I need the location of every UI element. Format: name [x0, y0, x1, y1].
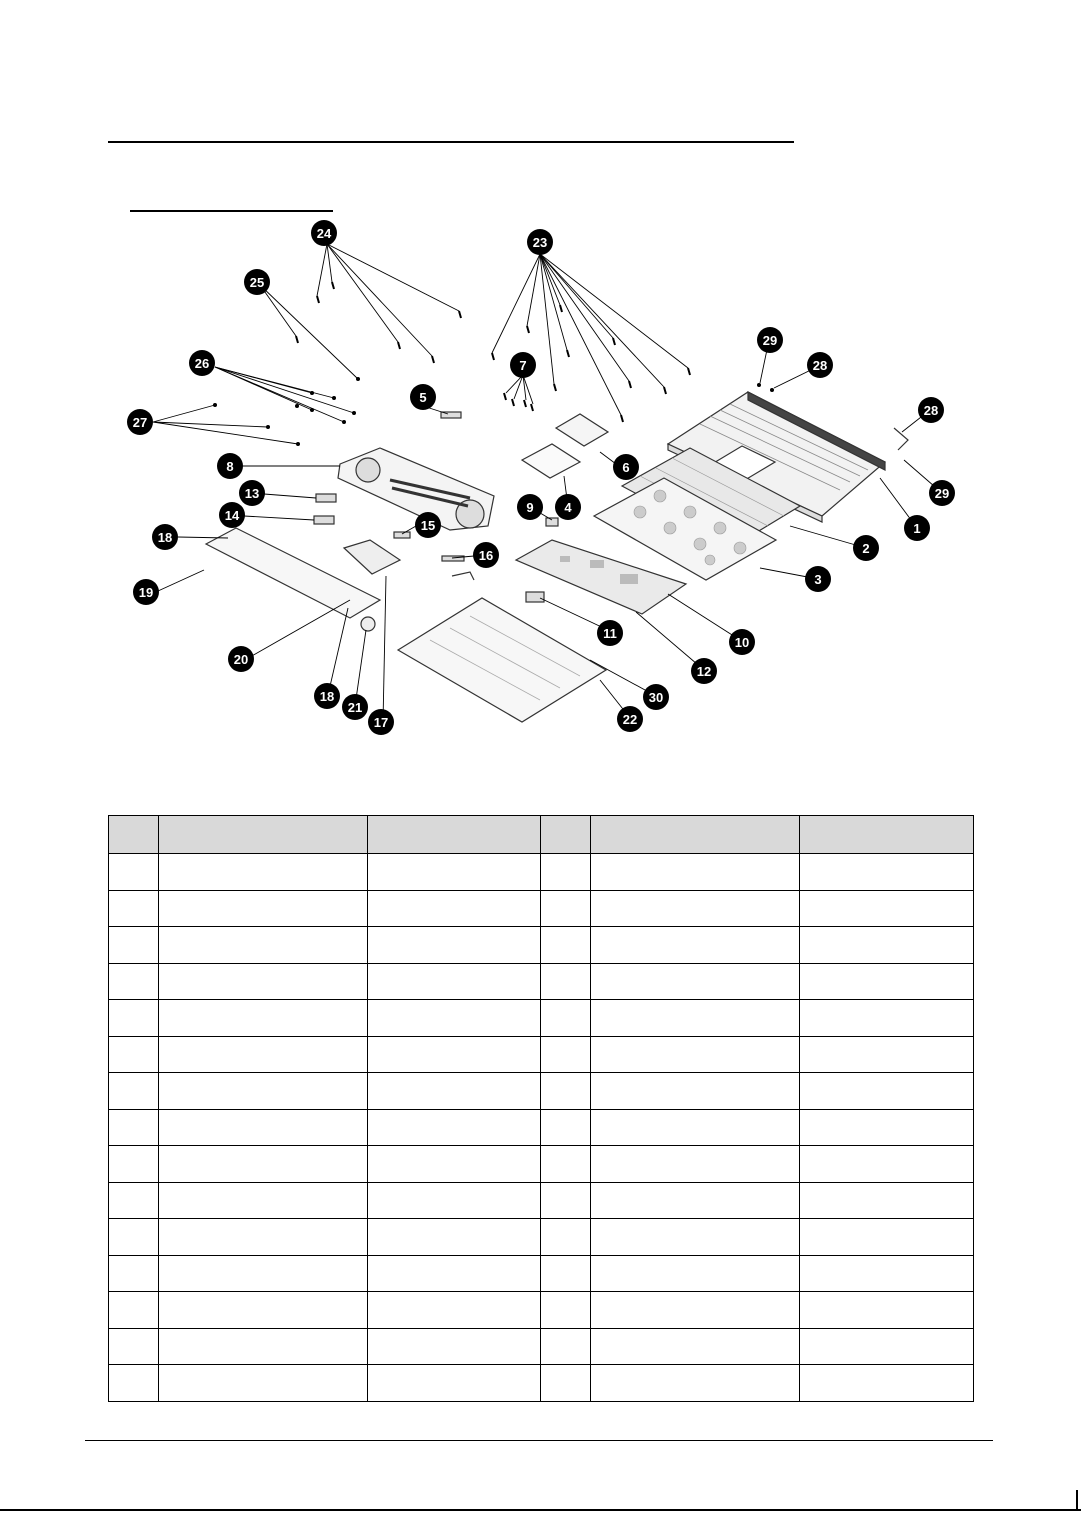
table-cell: [541, 1365, 591, 1402]
table-cell: [159, 890, 368, 927]
table-cell: [109, 1365, 159, 1402]
table-cell: [368, 1109, 541, 1146]
table-row: [109, 1182, 974, 1219]
callout-9: [517, 494, 543, 520]
table-cell: [368, 927, 541, 964]
table-cell: [800, 1365, 974, 1402]
table-cell: [109, 1109, 159, 1146]
table-row: [109, 1146, 974, 1183]
svg-text:24: 24: [316, 226, 332, 241]
table-cell: [109, 854, 159, 891]
table-cell: [800, 1219, 974, 1256]
table-cell: [109, 1182, 159, 1219]
table-cell: [800, 1328, 974, 1365]
table-cell: [109, 1000, 159, 1037]
svg-text:17: 17: [373, 715, 389, 730]
table-cell: [541, 1292, 591, 1329]
table-cell: [591, 854, 800, 891]
table-cell: [541, 1219, 591, 1256]
table-cell: [109, 1292, 159, 1329]
svg-text:26: 26: [194, 356, 210, 371]
table-cell: [591, 1219, 800, 1256]
table-cell: [800, 1182, 974, 1219]
table-cell: [109, 963, 159, 1000]
table-row: [109, 1328, 974, 1365]
page-edge: [1076, 1490, 1078, 1511]
table-row: [109, 1109, 974, 1146]
callout-5: [410, 384, 436, 410]
table-cell: [591, 963, 800, 1000]
table-cell: [541, 1328, 591, 1365]
table-cell: [109, 1036, 159, 1073]
callout-8: [217, 453, 243, 479]
callout-14: [219, 502, 245, 528]
callout-4: [555, 494, 581, 520]
table-row: [109, 1000, 974, 1037]
svg-text:11: 11: [603, 626, 617, 641]
table-row: [109, 1292, 974, 1329]
table-cell: [591, 1036, 800, 1073]
svg-text:25: 25: [249, 275, 265, 290]
callout-29: [929, 480, 955, 506]
callout-17: [368, 709, 394, 735]
table-row: [109, 1255, 974, 1292]
callout-30: [643, 684, 669, 710]
svg-text:15: 15: [420, 518, 436, 533]
svg-text:3: 3: [814, 572, 822, 587]
svg-text:18: 18: [157, 530, 173, 545]
table-cell: [368, 1365, 541, 1402]
table-header-cell: [159, 816, 368, 854]
callout-26: [189, 350, 215, 376]
table-cell: [368, 854, 541, 891]
table-cell: [541, 1255, 591, 1292]
table-header-cell: [591, 816, 800, 854]
svg-text:2: 2: [862, 541, 870, 556]
svg-text:7: 7: [519, 358, 527, 373]
table-cell: [159, 1073, 368, 1110]
table-cell: [159, 1365, 368, 1402]
svg-text:12: 12: [696, 664, 712, 679]
table-header-cell: [109, 816, 159, 854]
callout-7: [510, 352, 536, 378]
svg-text:1: 1: [913, 521, 921, 536]
callout-28: [918, 397, 944, 423]
callout-18: [152, 524, 178, 550]
table-cell: [541, 963, 591, 1000]
svg-text:16: 16: [478, 548, 494, 563]
callout-22: [617, 706, 643, 732]
table-cell: [109, 927, 159, 964]
table-cell: [368, 1146, 541, 1183]
table-cell: [368, 1219, 541, 1256]
table-cell: [800, 1146, 974, 1183]
callout-27: [127, 409, 153, 435]
table-cell: [159, 1182, 368, 1219]
table-cell: [159, 854, 368, 891]
table-cell: [541, 927, 591, 964]
svg-text:29: 29: [762, 333, 778, 348]
table-cell: [541, 1073, 591, 1110]
parts-illustration: [206, 392, 908, 722]
callout-20: [228, 646, 254, 672]
svg-text:28: 28: [923, 403, 939, 418]
svg-text:21: 21: [347, 700, 363, 715]
table-cell: [800, 1292, 974, 1329]
callout-12: [691, 658, 717, 684]
table-cell: [591, 1255, 800, 1292]
svg-text:30: 30: [648, 690, 664, 705]
table-cell: [368, 1182, 541, 1219]
table-cell: [541, 1000, 591, 1037]
svg-text:13: 13: [244, 486, 260, 501]
table-cell: [800, 963, 974, 1000]
table-cell: [159, 963, 368, 1000]
svg-text:14: 14: [224, 508, 240, 523]
table-row: [109, 1219, 974, 1256]
table-header-cell: [368, 816, 541, 854]
table-cell: [591, 1073, 800, 1110]
callout-29: [757, 327, 783, 353]
table-cell: [591, 1292, 800, 1329]
callout-28: [807, 352, 833, 378]
svg-text:8: 8: [226, 459, 234, 474]
table-cell: [541, 1036, 591, 1073]
table-cell: [541, 890, 591, 927]
table-cell: [591, 1328, 800, 1365]
callout-13: [239, 480, 265, 506]
svg-text:10: 10: [734, 635, 750, 650]
callout-16: [473, 542, 499, 568]
svg-text:29: 29: [934, 486, 950, 501]
table-cell: [159, 1219, 368, 1256]
callout-21: [342, 694, 368, 720]
table-cell: [591, 890, 800, 927]
svg-text:18: 18: [319, 689, 335, 704]
table-cell: [159, 1000, 368, 1037]
table-cell: [591, 1000, 800, 1037]
table-header-cell: [541, 816, 591, 854]
svg-text:19: 19: [138, 585, 154, 600]
table-cell: [109, 1073, 159, 1110]
table-row: [109, 1365, 974, 1402]
table-cell: [368, 1292, 541, 1329]
table-header-row: [109, 816, 974, 854]
table-cell: [159, 1292, 368, 1329]
table-cell: [541, 854, 591, 891]
table-cell: [159, 1328, 368, 1365]
table-cell: [541, 1146, 591, 1183]
footer-rule: [85, 1440, 993, 1441]
callout-1: [904, 515, 930, 541]
table-cell: [591, 927, 800, 964]
table-cell: [159, 1255, 368, 1292]
table-cell: [591, 1182, 800, 1219]
table-cell: [109, 1146, 159, 1183]
svg-text:27: 27: [132, 415, 148, 430]
table-cell: [591, 1365, 800, 1402]
callout-18: [314, 683, 340, 709]
svg-text:23: 23: [532, 235, 548, 250]
table-cell: [800, 1109, 974, 1146]
table-cell: [109, 1219, 159, 1256]
table-cell: [159, 1036, 368, 1073]
table-cell: [368, 1328, 541, 1365]
page-edge: [0, 1509, 1081, 1511]
table-cell: [800, 854, 974, 891]
table-cell: [368, 1073, 541, 1110]
table-cell: [159, 927, 368, 964]
callout-24: [311, 220, 337, 246]
table-cell: [368, 1036, 541, 1073]
table-cell: [159, 1146, 368, 1183]
table-cell: [368, 1000, 541, 1037]
table-row: [109, 890, 974, 927]
parts-list-table: [108, 815, 974, 1402]
table-row: [109, 963, 974, 1000]
table-cell: [591, 1146, 800, 1183]
table-cell: [800, 1036, 974, 1073]
table-cell: [800, 1000, 974, 1037]
table-cell: [159, 1109, 368, 1146]
table-header-cell: [800, 816, 974, 854]
callout-6: [613, 454, 639, 480]
callout-3: [805, 566, 831, 592]
table-row: [109, 927, 974, 964]
table-cell: [541, 1109, 591, 1146]
svg-text:5: 5: [419, 390, 427, 405]
table-cell: [368, 890, 541, 927]
table-cell: [109, 1255, 159, 1292]
svg-text:6: 6: [622, 460, 630, 475]
table-cell: [591, 1109, 800, 1146]
table-cell: [800, 927, 974, 964]
callout-10: [729, 629, 755, 655]
svg-text:28: 28: [812, 358, 828, 373]
table-cell: [800, 1255, 974, 1292]
svg-text:9: 9: [526, 500, 534, 515]
table-cell: [541, 1182, 591, 1219]
table-cell: [368, 1255, 541, 1292]
table-body: [109, 854, 974, 1402]
table-cell: [109, 890, 159, 927]
svg-text:20: 20: [233, 652, 249, 667]
table-row: [109, 1036, 974, 1073]
table-cell: [800, 1073, 974, 1110]
table-row: [109, 854, 974, 891]
table-cell: [368, 963, 541, 1000]
callout-25: [244, 269, 270, 295]
svg-text:22: 22: [622, 712, 638, 727]
table-cell: [109, 1328, 159, 1365]
callout-2: [853, 535, 879, 561]
table-row: [109, 1073, 974, 1110]
svg-text:4: 4: [564, 500, 572, 515]
callout-23: [527, 229, 553, 255]
callout-19: [133, 579, 159, 605]
table-cell: [800, 890, 974, 927]
callout-11: [597, 620, 623, 646]
callout-15: [415, 512, 441, 538]
